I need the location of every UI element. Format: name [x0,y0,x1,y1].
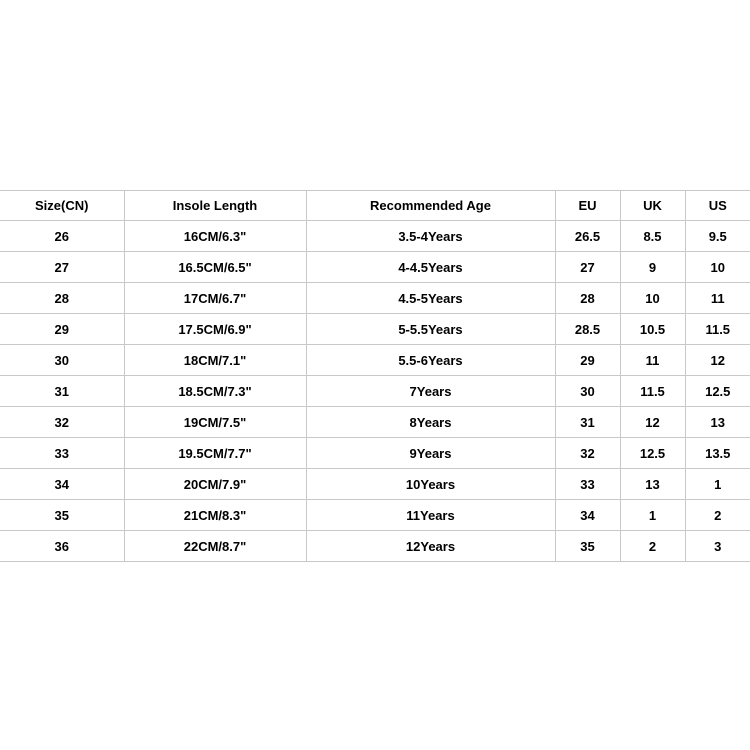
us-cell: 12 [685,345,750,376]
recommended-age-cell: 9Years [306,438,555,469]
table-row [0,283,750,314]
us-cell: 9.5 [685,221,750,252]
size-cn-cell: 29 [0,314,124,345]
insole-length-cell: 22CM/8.7" [124,531,306,562]
insole-length-cell: 20CM/7.9" [124,469,306,500]
header-uk: UK [620,191,685,221]
size-cn-cell: 30 [0,345,124,376]
uk-cell: 13 [620,469,685,500]
eu-cell: 32 [555,438,620,469]
eu-cell: 27 [555,252,620,283]
uk-cell: 10 [620,283,685,314]
table-row [0,252,750,283]
uk-cell: 2 [620,531,685,562]
insole-length-cell: 18.5CM/7.3" [124,376,306,407]
table-header [0,191,750,221]
eu-cell: 34 [555,500,620,531]
uk-cell: 12 [620,407,685,438]
us-cell: 13 [685,407,750,438]
uk-cell: 12.5 [620,438,685,469]
header-row [0,191,750,221]
recommended-age-cell: 4.5-5Years [306,283,555,314]
table-row [0,531,750,562]
us-cell: 1 [685,469,750,500]
eu-cell: 31 [555,407,620,438]
table-row [0,345,750,376]
table-row [0,221,750,252]
insole-length-cell: 16CM/6.3" [124,221,306,252]
eu-cell: 28 [555,283,620,314]
uk-cell: 10.5 [620,314,685,345]
recommended-age-cell: 12Years [306,531,555,562]
us-cell: 10 [685,252,750,283]
header-us: US [685,191,750,221]
eu-cell: 33 [555,469,620,500]
table-body [0,221,750,562]
uk-cell: 8.5 [620,221,685,252]
recommended-age-cell: 4-4.5Years [306,252,555,283]
eu-cell: 29 [555,345,620,376]
header-insole-length: Insole Length [124,191,306,221]
insole-length-cell: 17CM/6.7" [124,283,306,314]
table-row [0,314,750,345]
table-row [0,376,750,407]
header-recommended-age: Recommended Age [306,191,555,221]
size-cn-cell: 27 [0,252,124,283]
size-cn-cell: 26 [0,221,124,252]
us-cell: 13.5 [685,438,750,469]
size-cn-cell: 32 [0,407,124,438]
table-row [0,469,750,500]
table-row [0,500,750,531]
recommended-age-cell: 8Years [306,407,555,438]
uk-cell: 9 [620,252,685,283]
eu-cell: 30 [555,376,620,407]
us-cell: 3 [685,531,750,562]
recommended-age-cell: 5.5-6Years [306,345,555,376]
insole-length-cell: 21CM/8.3" [124,500,306,531]
eu-cell: 28.5 [555,314,620,345]
header-eu: EU [555,191,620,221]
eu-cell: 26.5 [555,221,620,252]
size-cn-cell: 36 [0,531,124,562]
table-row [0,438,750,469]
recommended-age-cell: 11Years [306,500,555,531]
us-cell: 11.5 [685,314,750,345]
uk-cell: 11.5 [620,376,685,407]
insole-length-cell: 16.5CM/6.5" [124,252,306,283]
us-cell: 11 [685,283,750,314]
size-cn-cell: 28 [0,283,124,314]
size-cn-cell: 35 [0,500,124,531]
insole-length-cell: 18CM/7.1" [124,345,306,376]
table-row [0,407,750,438]
us-cell: 2 [685,500,750,531]
recommended-age-cell: 10Years [306,469,555,500]
uk-cell: 1 [620,500,685,531]
size-chart-table [0,190,750,562]
size-cn-cell: 33 [0,438,124,469]
recommended-age-cell: 3.5-4Years [306,221,555,252]
header-size-cn: Size(CN) [0,191,124,221]
insole-length-cell: 17.5CM/6.9" [124,314,306,345]
size-cn-cell: 34 [0,469,124,500]
size-cn-cell: 31 [0,376,124,407]
insole-length-cell: 19.5CM/7.7" [124,438,306,469]
recommended-age-cell: 5-5.5Years [306,314,555,345]
us-cell: 12.5 [685,376,750,407]
recommended-age-cell: 7Years [306,376,555,407]
uk-cell: 11 [620,345,685,376]
insole-length-cell: 19CM/7.5" [124,407,306,438]
eu-cell: 35 [555,531,620,562]
